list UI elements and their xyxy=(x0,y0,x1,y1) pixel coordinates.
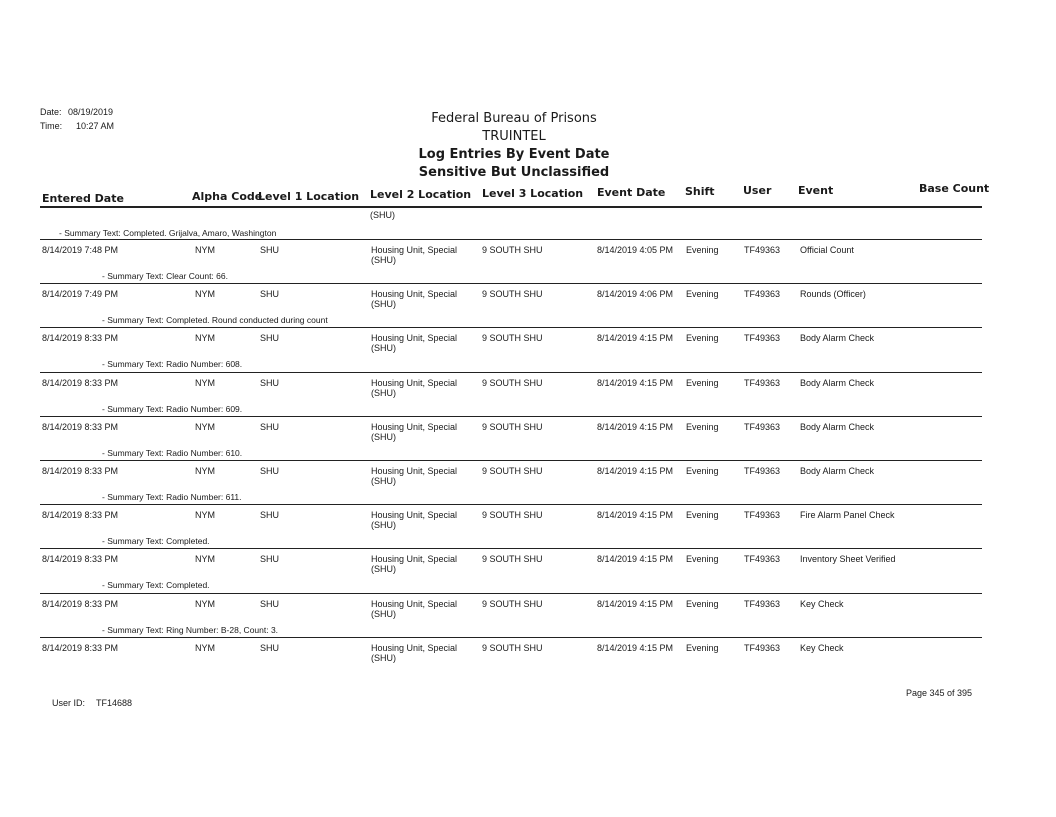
row-separator xyxy=(40,416,982,417)
page-info: Page 345 of 395 xyxy=(906,688,973,698)
summary-text: - Summary Text: Radio Number: 610. xyxy=(102,447,243,458)
alpha-code-cell: NYM xyxy=(195,333,215,344)
summary-text: - Summary Text: Radio Number: 608. xyxy=(102,359,243,370)
row-separator xyxy=(40,548,982,549)
shift-cell: Evening xyxy=(686,554,719,565)
entered-date-cell: 8/14/2019 8:33 PM xyxy=(42,554,119,565)
row-separator xyxy=(40,239,982,240)
event-cell: Rounds (Officer) xyxy=(800,289,866,300)
user-cell: TF49363 xyxy=(744,554,781,565)
event-date-cell: 8/14/2019 4:15 PM xyxy=(597,421,674,432)
level1-cell: SHU xyxy=(260,642,280,653)
shift-cell: Evening xyxy=(686,333,719,344)
user-cell: TF49363 xyxy=(744,333,781,344)
shift-cell: Evening xyxy=(686,598,719,609)
time-label: Time: xyxy=(40,121,63,131)
shift-cell: Evening xyxy=(686,421,719,432)
level3-cell: 9 SOUTH SHU xyxy=(482,289,543,300)
event-cell: Body Alarm Check xyxy=(800,333,875,344)
level3-cell: 9 SOUTH SHU xyxy=(482,554,543,565)
entered-date-cell: 8/14/2019 8:33 PM xyxy=(42,466,119,476)
event-date-cell: 8/14/2019 4:15 PM xyxy=(597,377,674,388)
shift-cell: Evening xyxy=(686,510,719,521)
level3-cell: 9 SOUTH SHU xyxy=(482,466,543,476)
row-separator xyxy=(40,283,982,284)
user-cell: TF49363 xyxy=(744,421,781,432)
alpha-code-cell: NYM xyxy=(195,377,215,388)
level2-cell: Housing Unit, Special (SHU) xyxy=(371,510,458,531)
col-event: Event xyxy=(798,184,834,197)
event-cell: Fire Alarm Panel Check xyxy=(800,510,895,521)
level3-cell: 9 SOUTH SHU xyxy=(482,377,543,388)
row-separator xyxy=(40,504,982,505)
summary-text: - Summary Text: Clear Count: 66. xyxy=(102,271,228,281)
entered-date-cell: 8/14/2019 8:33 PM xyxy=(42,510,119,521)
user-id-label: User ID: xyxy=(52,698,86,708)
user-cell: TF49363 xyxy=(744,466,781,476)
report-classification: Sensitive But Unclassified xyxy=(418,165,610,180)
level3-cell: 9 SOUTH SHU xyxy=(482,421,543,432)
level1-cell: SHU xyxy=(260,289,280,300)
event-cell: Body Alarm Check xyxy=(800,421,875,432)
shift-cell: Evening xyxy=(686,289,719,300)
date-value: 08/19/2019 xyxy=(68,107,114,117)
level1-cell: SHU xyxy=(260,466,280,476)
summary-text: - Summary Text: Completed. Round conducted during count xyxy=(102,315,328,326)
alpha-code-cell: NYM xyxy=(195,642,215,653)
level2-cell: Housing Unit, Special (SHU) xyxy=(371,466,458,486)
entered-date-cell: 8/14/2019 8:33 PM xyxy=(42,333,119,344)
event-date-cell: 8/14/2019 4:15 PM xyxy=(597,598,674,609)
shift-cell: Evening xyxy=(686,377,719,388)
event-cell: Inventory Sheet Verified xyxy=(800,554,896,565)
report-system: TRUINTEL xyxy=(482,129,546,144)
user-id-value: TF14688 xyxy=(96,698,133,708)
level2-cell: Housing Unit, Special (SHU) xyxy=(371,333,458,354)
event-date-cell: 8/14/2019 4:15 PM xyxy=(597,642,674,653)
event-date-cell: 8/14/2019 4:05 PM xyxy=(597,245,674,255)
alpha-code-cell: NYM xyxy=(195,466,215,476)
alpha-code-cell: NYM xyxy=(195,554,215,565)
summary-text: - Summary Text: Completed. xyxy=(102,536,210,547)
date-label: Date: xyxy=(40,107,62,117)
level1-cell: SHU xyxy=(260,554,280,565)
entered-date-cell: 8/14/2019 8:33 PM xyxy=(42,642,119,653)
level2-continuation: (SHU) xyxy=(370,210,395,220)
alpha-code-cell: NYM xyxy=(195,245,215,255)
shift-cell: Evening xyxy=(686,642,719,653)
header-rule xyxy=(40,206,982,208)
col-level3: Level 3 Location xyxy=(482,187,584,200)
level2-cell: Housing Unit, Special (SHU) xyxy=(371,421,458,442)
level3-cell: 9 SOUTH SHU xyxy=(482,510,543,521)
level1-cell: SHU xyxy=(260,510,280,521)
row-separator xyxy=(40,372,982,373)
level2-cell: Housing Unit, Special (SHU) xyxy=(371,245,458,265)
col-level1: Level 1 Location xyxy=(258,190,360,203)
level3-cell: 9 SOUTH SHU xyxy=(482,333,543,344)
event-date-cell: 8/14/2019 4:15 PM xyxy=(597,466,674,476)
shift-cell: Evening xyxy=(686,466,719,476)
col-alpha-code: Alpha Code xyxy=(192,190,263,203)
event-cell: Key Check xyxy=(800,642,844,653)
col-level2: Level 2 Location xyxy=(370,188,472,201)
event-cell: Official Count xyxy=(800,245,854,255)
event-date-cell: 8/14/2019 4:06 PM xyxy=(597,289,674,300)
summary-text: - Summary Text: Radio Number: 611. xyxy=(102,492,242,502)
summary-text: - Summary Text: Completed. xyxy=(102,580,210,591)
user-cell: TF49363 xyxy=(744,289,781,300)
level2-cell: Housing Unit, Special (SHU) xyxy=(371,377,458,398)
level1-cell: SHU xyxy=(260,377,280,388)
alpha-code-cell: NYM xyxy=(195,598,215,609)
event-cell: Body Alarm Check xyxy=(800,466,875,476)
summary-text: - Summary Text: Ring Number: B-28, Count: 3. xyxy=(102,624,279,635)
event-cell: Key Check xyxy=(800,598,844,609)
entered-date-cell: 8/14/2019 7:48 PM xyxy=(42,245,119,255)
event-date-cell: 8/14/2019 4:15 PM xyxy=(597,554,674,565)
col-base-count: Base Count xyxy=(919,182,990,195)
entered-date-cell: 8/14/2019 8:33 PM xyxy=(42,598,119,609)
summary-text: - Summary Text: Completed. Grijalva, Amaro, Washington xyxy=(59,228,277,238)
row-separator xyxy=(40,593,982,594)
time-value: 10:27 AM xyxy=(76,121,115,131)
alpha-code-cell: NYM xyxy=(195,421,215,432)
level1-cell: SHU xyxy=(260,421,280,432)
shift-cell: Evening xyxy=(686,245,719,255)
alpha-code-cell: NYM xyxy=(195,289,215,300)
report-org: Federal Bureau of Prisons xyxy=(431,111,597,126)
user-cell: TF49363 xyxy=(744,642,781,653)
col-user: User xyxy=(743,184,772,197)
col-shift: Shift xyxy=(685,185,715,198)
row-separator xyxy=(40,460,982,461)
col-entered-date: Entered Date xyxy=(42,192,124,205)
alpha-code-cell: NYM xyxy=(195,510,215,521)
summary-text: - Summary Text: Radio Number: 609. xyxy=(102,403,243,414)
entered-date-cell: 8/14/2019 8:33 PM xyxy=(42,421,119,432)
report-title: Log Entries By Event Date xyxy=(418,147,610,162)
level2-cell: Housing Unit, Special (SHU) xyxy=(371,554,458,575)
level3-cell: 9 SOUTH SHU xyxy=(482,642,543,653)
row-separator xyxy=(40,637,982,638)
level3-cell: 9 SOUTH SHU xyxy=(482,598,543,609)
event-date-cell: 8/14/2019 4:15 PM xyxy=(597,333,674,344)
entered-date-cell: 8/14/2019 7:49 PM xyxy=(42,289,119,300)
level1-cell: SHU xyxy=(260,245,280,255)
level3-cell: 9 SOUTH SHU xyxy=(482,245,543,255)
event-cell: Body Alarm Check xyxy=(800,377,875,388)
user-cell: TF49363 xyxy=(744,598,781,609)
level1-cell: SHU xyxy=(260,598,280,609)
level2-cell: Housing Unit, Special (SHU) xyxy=(371,598,458,619)
event-date-cell: 8/14/2019 4:15 PM xyxy=(597,510,674,521)
level2-cell: Housing Unit, Special (SHU) xyxy=(371,289,458,310)
user-cell: TF49363 xyxy=(744,510,781,521)
entered-date-cell: 8/14/2019 8:33 PM xyxy=(42,377,119,388)
user-cell: TF49363 xyxy=(744,245,781,255)
level1-cell: SHU xyxy=(260,333,280,344)
row-separator xyxy=(40,327,982,328)
level2-cell: Housing Unit, Special (SHU) xyxy=(371,642,458,663)
user-cell: TF49363 xyxy=(744,377,781,388)
col-event-date: Event Date xyxy=(597,186,666,199)
